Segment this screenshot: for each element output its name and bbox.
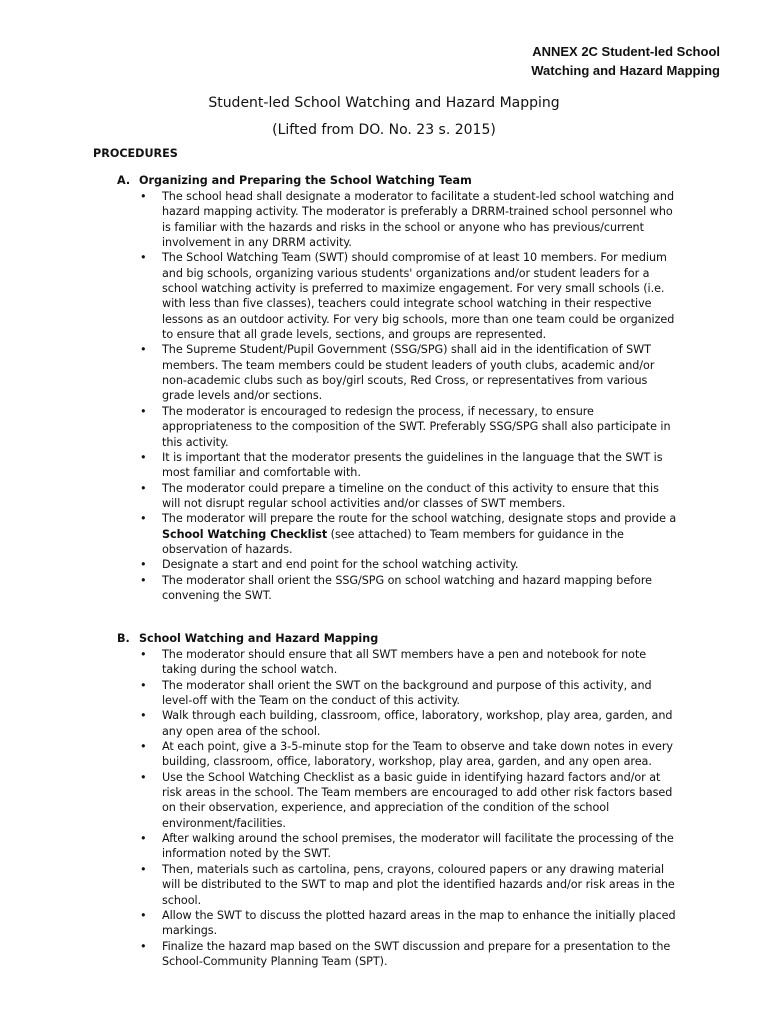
list-item: • The moderator could prepare a timeline on the conduct of this activity to ensure that this will not disrupt regular school activities and/or classes of SWT members. xyxy=(140,481,659,510)
bullet-icon: • xyxy=(140,678,147,692)
list-item: • Designate a start and end point for the school watching activity. xyxy=(140,558,519,572)
list-item: • Finalize the hazard map based on the SWT discussion and prepare for a presentation to the School-Community Planning Team (SPT). xyxy=(140,939,671,968)
bullet-icon: • xyxy=(140,648,147,661)
list-item: • The Supreme Student/Pupil Government (SSG/SPG) shall aid in the identification of SWT members. The team members could be student leaders of youth clubs, academic and/or non-academic clubs such as boy/girl scouts, Red Cross, or representatives from various grade levels and/or sections. xyxy=(140,343,655,403)
document-title: Student-led School Watching and Hazard Mapping xyxy=(208,95,560,111)
bullet-icon: • xyxy=(140,512,147,526)
list-item: • Allow the SWT to discuss the plotted hazard areas in the map to enhance the initially placed markings. xyxy=(140,908,676,938)
bullet-icon: • xyxy=(140,862,147,876)
list-item: • Walk through each building, classroom, office, laboratory, workshop, play area, garden, and any open area of the school. xyxy=(140,709,673,738)
list-item: • The moderator shall orient the SSG/SPG on school watching and hazard mapping before convening the SWT. xyxy=(140,573,652,602)
bullet-icon: • xyxy=(140,450,147,464)
bullet-icon: • xyxy=(140,573,147,587)
bullet-icon: • xyxy=(140,832,147,846)
section-letter: A. xyxy=(117,174,131,187)
bullet-icon: • xyxy=(140,404,147,418)
bullet-icon: • xyxy=(140,939,147,953)
bullet-icon: • xyxy=(140,481,147,495)
list-item: • At each point, give a 3-5-minute stop for the Team to observe and take down notes in every building, classroom, office, laboratory, workshop, play area, garden, and any open area. xyxy=(140,740,673,769)
section-a-heading xyxy=(117,174,472,187)
section-b-heading xyxy=(117,632,378,645)
procedures-heading: PROCEDURES xyxy=(93,147,178,160)
bullet-icon: • xyxy=(140,190,147,203)
section-letter: B. xyxy=(117,632,130,645)
bullet-icon: • xyxy=(140,709,147,723)
bullet-icon: • xyxy=(140,343,147,357)
list-item: • The moderator should ensure that all SWT members have a pen and notebook for note taking during the school watch. xyxy=(140,648,647,677)
annex-line-1: ANNEX 2C Student-led School xyxy=(532,44,720,59)
section-a-list xyxy=(0,189,768,603)
bullet-icon: • xyxy=(140,740,147,754)
list-item: • Then, materials such as cartolina, pens, crayons, coloured papers or any drawing material will be distributed to the SWT to map and plot the identified hazards and/or risk areas in the school. xyxy=(140,862,675,907)
section-title: Organizing and Preparing the School Watching Team xyxy=(139,174,472,187)
bullet-icon: • xyxy=(140,558,147,572)
bullet-icon: • xyxy=(140,770,147,784)
list-item: • The moderator shall orient the SWT on the background and purpose of this activity, and level-off with the Team on the conduct of this activity. xyxy=(140,678,652,708)
list-item: • The moderator is encouraged to redesign the process, if necessary, to ensure appropriateness to the composition of the SWT. Preferably SSG/SPG shall also participate in this activity. xyxy=(140,404,671,449)
annex-header xyxy=(531,42,720,80)
section-b-list xyxy=(0,647,768,969)
checklist-emphasis: School Watching Checklist xyxy=(162,527,328,541)
document-subtitle: (Lifted from DO. No. 23 s. 2015) xyxy=(272,122,496,138)
section-title: School Watching and Hazard Mapping xyxy=(139,632,379,645)
bullet-icon: • xyxy=(140,908,147,922)
list-item: • The School Watching Team (SWT) should compromise of at least 10 members. For medium and big schools, organizing various students' organizations and/or student leaders for a school watching activity is preferred to maximize engagement. For very small schools (i.e. with less than five classes), teachers could integrate school watching in their respective lessons as an outdoor activity. For very big schools, more than one team could be organized to ensure that all grade levels, sections, and groups are represented. xyxy=(140,251,675,342)
bullet-icon: • xyxy=(140,251,147,265)
list-item: • After walking around the school premises, the moderator will facilitate the processing of the information noted by the SWT. xyxy=(140,832,674,861)
list-item: • The school head shall designate a moderator to facilitate a student-led school watching and hazard mapping activity. The moderator is preferably a DRRM-trained school personnel who is familiar with the hazards and risks in the school or anyone who has previous/current involvement in any DRRM activity. xyxy=(140,190,674,250)
list-item: • The moderator will prepare the route for the school watching, designate stops and provide a School Watching Checklist (see attached) to Team members for guidance in the observation of hazards. xyxy=(140,512,677,556)
annex-line-2: Watching and Hazard Mapping xyxy=(531,63,720,78)
list-item: • It is important that the moderator presents the guidelines in the language that the SWT is most familiar and comfortable with. xyxy=(140,450,663,480)
list-item: • Use the School Watching Checklist as a basic guide in identifying hazard factors and/or at risk areas in the school. The Team members are encouraged to add other risk factors based on their observation, experience, and appreciation of the condition of the school environment/facilities. xyxy=(140,770,673,830)
